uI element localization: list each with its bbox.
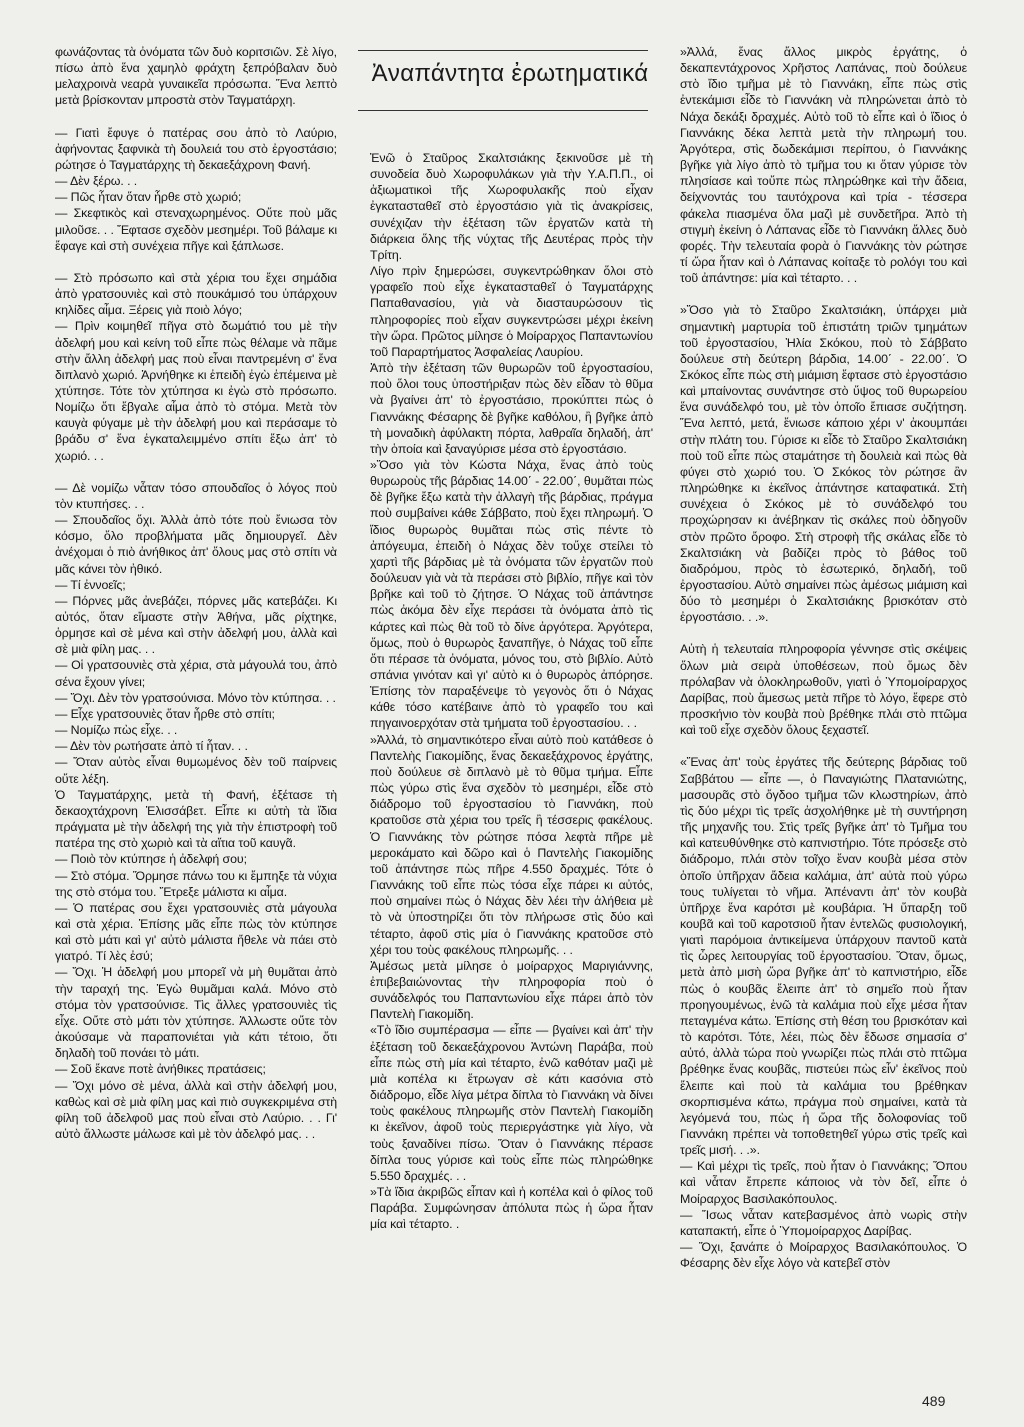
paragraph: — Σοῦ ἔκανε ποτὲ ἀνήθικες πρατάσεις; [55,1062,266,1077]
paragraph: — Πόρνες μᾶς ἀνεβάζει, πόρνες μᾶς κατεβάζει. Κι αὐτός, ὅταν εἴμαστε στὴν Ἀθήνα, μᾶς ρίχτηκε, ὁρμησε καὶ σὲ μένα καὶ στὴν ἀδελφή μου, ἀλλὰ καὶ σὲ μιὰ φίλη μας. . . [55,593,337,657]
paragraph: — Ὄχι, ξανάπε ὁ Μοίραρχος Βασιλακόπουλος. Ὁ Φέσαρης δὲν εἶχε λόγο νὰ κατεβεῖ στὸν [680,1240,967,1271]
paragraph: — Σπουδαῖος ὄχι. Ἀλλὰ ἀπὸ τότε ποὺ ἔνιωσα τὸν κόσμο, ὅλο προβλήματα μᾶς δημιουργεῖ. Δὲν ἀνέχομαι ὁ πιὸ ἀνήθικος ἀπ' ὅλους μας στὸ σπίτι νὰ μᾶς κάνει τὸν ἠθικό. [55,513,337,576]
paragraph: — Καὶ μέχρι τὶς τρεῖς, ποὺ ἦταν ὁ Γιαννάκης; Ὅπου καὶ νἆταν ἔπρεπε κάποιος νὰ τὸν δεῖ, εἶπε ὁ Μοίραρχος Βασιλακόπουλος. [680,1159,967,1206]
paragraph: »Ὅσο γιὰ τὸ Σταῦρο Σκαλτσιάκη, ὑπάρχει μιὰ σημαντικὴ μαρτυρία τοῦ ἐπιστάτη τριῶν τμημάτων τοῦ ἐργοστασίου, Ἠλία Σκόκου, ποὺ τὸ Σάββατο δούλευε στὴ δεύτερη βάρδια, 14.00΄ - 22.00΄. Ὁ Σκόκος εἶπε πὼς στὴ μιάμιση ἔφτασε στὸ ἐργοστάσιο καὶ μπαίνοντας συνάντησε στὸ ὕψος τοῦ θυρωρείου ἕνα συνάδελφό του, μὲ τὸν ὁποῖο ἔπιασε συζήτηση. Ἕνα λεπτό, μετά, ἔνιωσε κάποιο χέρι ν' ἀκουμπάει στὴν πλάτη του. Γύρισε κι εἶδε τὸ Σταῦρο Σκαλτσιάκη ποὺ τοῦ εἶπε πὼς σταμάτησε τὴ δουλειὰ καὶ πὼς θὰ φύγει στὸ χωριό του. Ὁ Σκόκος τὸν ρώτησε ἂν πληρώθηκε κι ἐκεῖνος ἀπάντησε καταφατικά. Στὴ συνέχεια ὁ Σκόκος μὲ τὸ συνάδελφό του προχώρησαν κι ἀνέβηκαν τὶς σκάλες ποὺ ὁδηγοῦν στὸν πρῶτο ὄροφο. Στὴ στροφὴ τῆς σκάλας εἶδε τὸ Σκαλτσιάκη νὰ βαδίζει πρὸς τὸ βάθος τοῦ διαδρόμου, πρὸς τὸ ἐσωτερικό, δηλαδή, τοῦ ἐργοστασίου. Αὐτὸ σημαίνει πὼς ἀμέσως μιάμιση καὶ δύο τὸ μεσημέρι ὁ Σκαλτσιάκης βρισκόταν στὸ ἐργοστάσιο. . .». [680,303,967,625]
column-right [680,44,967,1271]
paragraph: — Πρὶν κοιμηθεῖ πῆγα στὸ δωμάτιό του μὲ τὴν ἀδελφή μου καὶ κείνη τοῦ εἶπε πὼς θέλαμε νὰ πᾶμε στὴν ἄλλη ἀδελφή μας ποὺ εἶναι παντρεμένη σ' ἕνα διπλανὸ χωριό. Ἀρνήθηκε κι ἐπειδὴ ἐγὼ ἐπέμεινα μὲ χτύπησε. Τότε τὸν χτύπησα κι ἐγὼ στὸ πρόσωπο. Νομίζω ὅτι ἔβγαλε αἷμα ἀπὸ τὸ στόμα. Μετὰ τὸν καυγὰ φύγαμε μὲ τὴν ἀδελφή μου καὶ περάσαμε τὸ βράδυ σ' ἕνα ἐγκαταλειμμένο σπίτι ἔξω ἀπ' τὸ χωριό. . . [55,319,337,463]
paragraph: — Σκεφτικὸς καὶ στεναχωρημένος. Οὔτε ποὺ μᾶς μιλοῦσε. . . Ἔφτασε σχεδὸν μεσημέρι. Τοῦ βάλαμε κι ἔφαγε καὶ στὴ συνέχεια πῆγε καὶ ξάπλωσε. [55,206,337,253]
paragraph: Ἀπὸ τὴν ἐξέταση τῶν θυρωρῶν τοῦ ἐργοστασίου, ποὺ ὅλοι τους ὑποστήριξαν πὼς δὲν εἶδαν τὸ θῦμα νὰ βγαίνει ἀπ' τὸ ἐργοστάσιο, προκύπτει πὼς ὁ Γιαννάκης Φέσαρης δὲ βγῆκε καθόλου, ἢ βγῆκε ἀπὸ τὴ μοναδικὴ ἀφύλακτη πόρτα, λαθραῖα δηλαδή, ἀπ' τὴν ὁποία καὶ ξαναγύρισε μέσα στὸ ἐργοστάσιο. [370,361,653,456]
paragraph: φωνάζοντας τὰ ὀνόματα τῶν δυὸ κοριτσιῶν. Σὲ λίγο, πίσω ἀπὸ ἕνα χαμηλὸ φράχτη ξεπρόβαλαν δυὸ μελαχροινὰ νεαρὰ γυναικεῖα πρόσωπα. Ἕνα λεπτὸ μετὰ βρίσκονταν μπροστὰ στὸν Ταγματάρχη. [55,45,337,108]
page-number: 489 [922,1393,946,1409]
paragraph: »Τὰ ἴδια ἀκριβῶς εἶπαν καὶ ἡ κοπέλα καὶ ὁ φίλος τοῦ Παράβα. Συμφώνησαν ἀπόλυτα πὼς ἡ ὥρα ἦταν μία καὶ τέταρτο. . [370,1185,653,1232]
paragraph: Λίγο πρὶν ξημερώσει, συγκεντρώθηκαν ὅλοι στὸ γραφεῖο ποὺ εἶχε ἐγκατασταθεῖ ὁ Ταγματάρχης Παπαθανασίου, γιὰ νὰ διασταυρώσουν τὶς πληροφορίες ποὺ εἶχαν συγκεντρώσει μέχρι ἐκείνη τὴν ὥρα. Πρῶτος μίλησε ὁ Μοίραρχος Παπαντωνίου τοῦ Παραρτήματος Ἀσφαλείας Λαυρίου. [370,264,653,359]
paragraph: »Ἀλλά, τὸ σημαντικότερο εἶναι αὐτὸ ποὺ κατάθεσε ὁ Παντελὴς Γιακομίδης, ἕνας δεκαεξάχρονος ἐργάτης, ποὺ δούλευε σὲ διπλανὸ μὲ τὸ θῦμα τμήμα. Εἶπε πὼς γύρω στὶς ἕνα σχεδὸν τὸ μεσημέρι, εἶδε στὸ διάδρομο τοῦ ἐργοστασίου τὸ Γιαννάκη, ποὺ κρατοῦσε στὰ χέρια του τρεῖς ἢ τέσσερις φακέλους. Ὁ Γιαννάκης τὸν ρώτησε πόσα λεφτὰ πῆρε μὲ μεροκάματο καὶ δῶρο καὶ ὁ Παντελὴς Γιακομίδης τοῦ ἀπάντησε πὼς πῆρε 4.550 δραχμές. Τότε ὁ Γιαννάκης τοῦ εἶπε πὼς τόσα εἶχε πάρει κι αὐτός, ποὺ σημαίνει πὼς ὁ Νάχας δὲν λέει τὴν ἀλήθεια μὲ τὸ νὰ ὑποστηρίζει ὅτι τὸν πλήρωσε στὶς δύο καὶ τέταρτο, ἀφοῦ στὶς μία ὁ Γιαννάκης κρατοῦσε στὸ χέρι του τοὺς φακέλους πληρωμῆς. . . [370,732,653,957]
paragraph: — Δὲ νομίζω νἆταν τόσο σπουδαῖος ὁ λόγος ποὺ τὸν κτυπήσες. . . [55,480,337,511]
heading-rule-bottom [358,110,648,111]
paragraph: — Δὲν ξέρω. . . [55,174,138,189]
paragraph: — Ὄχι. Ἡ ἀδελφή μου μπορεῖ νὰ μὴ θυμᾶται ἀπὸ τὴν ταραχή της. Ἐγὼ θυμᾶμαι καλά. Μόνο στὸ στόμα τὸν γρατσούνισε. Τὶς ἄλλες γρατσουνιὲς τὶς εἶχε. Οὔτε στὸ μάτι τὸν χτύπησε. Ἀλλωστε οὔτε τὸν ἀκούσαμε νὰ παραπονιέται γιὰ κάτι τέτοιο, ὅτι δηλαδὴ τοῦ πονάει τὸ μάτι. [55,965,337,1061]
paragraph: «Τὸ ἴδιο συμπέρασμα — εἶπε — βγαίνει καὶ ἀπ' τὴν ἐξέταση τοῦ δεκαεξάχρονου Ἀντώνη Παράβα, ποὺ εἶπε πὼς στὴ μία καὶ τέταρτο, ἐνῶ καθόταν μαζὶ μὲ μιὰ κοπέλα κι ἔτρωγαν σὲ κάτι κασόνια στὸ διάδρομο, εἶδε λίγα μέτρα δίπλα τὸ Γιαννάκη νὰ δίνει τοὺς φακέλους πληρωμῆς στὸν Παντελὴ Γιακομίδη κι ἐκεῖνον, ἀφοῦ τοὺς περιεργάστηκε γιὰ λίγο, νὰ τοὺς ξαναδίνει πίσω. Ὅταν ὁ Γιαννάκης πέρασε δίπλα τους γύρισε καὶ τοὺς εἶπε πὼς πληρώθηκε 5.550 δραχμές. . . [370,1023,653,1183]
paragraph: — Γιατὶ ἔφυγε ὁ πατέρας σου ἀπὸ τὸ Λαύριο, ἀφήνοντας ξαφνικὰ τὴ δουλειά του στὸ ἐργοστάσιο; ρώτησε ὁ Ταγματάρχης τὴ δεκαεξάχρονη Φανή. [55,125,337,172]
paragraph: »Ἀλλά, ἕνας ἄλλος μικρὸς ἐργάτης, ὁ δεκαπεντάχρονος Χρῆστος Λαπάνας, ποὺ δούλευε στὸ ἴδιο τμῆμα μὲ τὸ Γιαννάκη, εἶπε πὼς στὶς ἐντεκάμισι εἶδε τὸ Γιαννάκη νὰ πληρώνεται ἀπὸ τὸ Νάχα δεκάξι δραχμές. Αὐτὸ τοῦ τὸ εἶπε καὶ ὁ ἴδιος ὁ Γιαννάκης δέκα λεπτὰ μετὰ τὴν πληρωμή του. Ἀργότερα, στὶς δωδεκάμισι περίπου, ὁ Γιαννάκης βγῆκε γιὰ λίγο ἀπὸ τὸ τμῆμα του κι ὅταν γύρισε τὸν πλησίασε καὶ τοὔπε πὼς πληρώθηκε καὶ τὴν ἄδεια, δείχνοντάς του ταυτόχρονα καὶ τρία - τέσσερα φάκελα πιασμένα ὅλα μαζὶ μὲ συνδετῆρα. Ἀπὸ τὴ στιγμὴ ἐκείνη ὁ Λάπανας εἶδε τὸ Γιαννάκη ἄλλες δυὸ φορές. Τὴν τελευταία φορὰ ὁ Γιαννάκης τὸν ρώτησε τί ὥρα ἦταν καὶ ὁ Λάπανας κοίταξε τὸ ρολόγι του καὶ τοῦ ἀπάντησε: μία καὶ τέταρτο. . . [680,45,967,286]
paragraph: Ὁ Ταγματάρχης, μετὰ τὴ Φανή, ἐξέτασε τὴ δεκαοχτάχρονη Ἐλισσάβετ. Εἶπε κι αὐτὴ τὰ ἴδια πράγματα μὲ τὴν ἀδελφή της γιὰ τὴν ἐπιστροφὴ τοῦ πατέρα της στὸ χωριὸ καὶ τὰ αἴτια τοῦ καυγᾶ. [55,787,337,851]
column-middle [370,150,653,1232]
paragraph: — Ὄχι. Δὲν τὸν γρατσούνισα. Μόνο τὸν κτύπησα. . . [55,690,336,705]
paragraph: — Οἱ γρατσουνιὲς στὰ χέρια, στὰ μάγουλά του, ἀπὸ σένα ἔχουν γίνει; [55,658,337,689]
section-heading: Ἀναπάντητα ἐρωτηματικά [371,60,649,87]
paragraph: — Ποιὸ τὸν κτύπησε ἡ ἀδελφή σου; [55,852,247,867]
paragraph: — Δὲν τὸν ρωτήσατε ἀπὸ τί ἦταν. . . [55,739,248,754]
paragraph: — Στὸ πρόσωπο καὶ στὰ χέρια του ἔχει σημάδια ἀπὸ γρατσουνιὲς καὶ στὸ πουκάμισό του ὑπάρχουν κηλίδες αἷμα. Ξέρεις γιὰ ποιὸ λόγο; [55,270,337,318]
paragraph: — Ἴσως νἆταν κατεβασμένος ἀπὸ νωρὶς στὴν καταπακτή, εἶπε ὁ Ὑπομοίραρχος Δαρίβας. [680,1207,967,1238]
paragraph: — Ὄχι μόνο σὲ μένα, ἀλλὰ καὶ στὴν ἀδελφή μου, καθὼς καὶ σὲ μιὰ φίλη μας καὶ πιὸ συγκεκριμένα στὴ φίλη τοῦ ἀδελφοῦ μας ποὺ εἶναι στὸ Λαύριο. . . Γι' αὐτὸ ἄλλωστε μάλωσε καὶ μὲ τὸν ἀδελφό μας. . . [55,1078,337,1141]
column-left [55,44,337,1142]
paragraph: — Πῶς ἦταν ὅταν ἦρθε στὸ χωριό; [55,190,242,205]
paragraph: — Εἶχε γρατσουνιὲς ὅταν ἦρθε στὸ σπίτι; [55,706,275,721]
paragraph: »Ὅσο γιὰ τὸν Κώστα Νάχα, ἕνας ἀπὸ τοὺς θυρωροὺς τῆς βάρδιας 14.00΄ - 22.00΄, θυμᾶται πὼς δὲ βγῆκε ἔξω κατὰ τὴν ἀλλαγὴ τῆς βάρδιας, πράγμα ποὺ συμβαίνει κάθε Σάββατο, ποὺ ἔχει πληρωμή. Ὁ ἴδιος θυρωρὸς θυμᾶται πὼς στὶς πέντε τὸ ἀπόγευμα, ἐπειδὴ ὁ Νάχας δὲν τοὔχε στείλει τὸ χαρτὶ τῆς βάρδιας μὲ τὰ ὀνόματα τῶν ἐργατῶν ποὺ δούλευαν γιὰ νὰ τὰ περάσει στὸ βιβλίο, πῆγε καὶ τὸν βρῆκε καὶ τοῦ τὸ ζήτησε. Ὁ Νάχας τοῦ ἀπάντησε πὼς ἀκόμα δὲν εἶχε περάσει τὰ ὀνόματα ἀπὸ τὶς κάρτες καὶ πὼς θὰ τοῦ τὸ δίνε ἀργότερα. Ἀργότερα, ὅμως, ποὺ ὁ θυρωρὸς ξαναπῆγε, ὁ Νάχας τοῦ εἶπε ὅτι πέρασε τὰ ὀνόματα, μόνος του, στὸ βιβλίο. Αὐτὸ σπάνια γινόταν καὶ γι' αὐτὸ κι ὁ θυρωρὸς ἀπόρησε. Ἐπίσης τὸν παραξένεψε τὸ γεγονὸς ὅτι ὁ Νάχας κάθε τόσο κατέβαινε ἀπὸ τὸ γραφεῖο του καὶ πηγαινοερχόταν στὰ τμήματα τοῦ ἐργοστασίου. . . [370,457,653,731]
paragraph: — Ὁ πατέρας σου ἔχει γρατσουνιὲς στὰ μάγουλα καὶ στὰ χέρια. Ἐπίσης μᾶς εἶπε πὼς τὸν κτύπησε καὶ στὸ μάτι καὶ γι' αὐτὸ μάλιστα ἤθελε νὰ πάει στὸ γιατρό. Τί λὲς ἐσύ; [55,900,337,964]
paragraph: Αὐτὴ ἡ τελευταία πληροφορία γέννησε στὶς σκέψεις ὅλων μιὰ σειρὰ ὑποθέσεων, ποὺ ὅμως δὲν πρόλαβαν νὰ ὁλοκληρωθοῦν, γιατὶ ὁ Ὑπομοίραρχος Δαρίβας, ποὺ ἄμεσως μετὰ πῆρε τὸ λόγο, ἔφερε στὸ προσκήνιο τὸν κουβὰ ποὺ βρέθηκε πλάι στὸ πτῶμα καὶ τοῦ εἶχε σχεδὸν ὅλους ξεχαστεῖ. [680,642,967,738]
heading-rule-top [358,50,648,51]
paragraph: — Νομίζω πὼς εἶχε. . . [55,723,178,738]
paragraph: — Ὅταν αὐτὸς εἶναι θυμωμένος δὲν τοῦ παίρνεις οὔτε λέξη. [55,755,337,786]
paragraph: — Τί ἐννοεῖς; [55,577,126,592]
paragraph: — Στὸ στόμα. Ὅρμησε πάνω του κι ἔμπηξε τὰ νύχια της στὸ στόμα του. Ἔτρεξε μάλιστα κι αἷμα. [55,868,337,899]
paragraph: Ἐνῶ ὁ Σταῦρος Σκαλτσιάκης ξεκινοῦσε μὲ τὴ συνοδεία δυὸ Χωροφυλάκων γιὰ τὴν Υ.Α.Π.Π., οἱ ἀξιωματικοὶ τῆς Χωροφυλακῆς ποὺ εἶχαν ἐγκατασταθεῖ στὸ ἐργοστάσιο γιὰ τὶς ἀνακρίσεις, συνέχιζαν τὴν ἐξέταση τῶν ἐργατῶν κατὰ τὴ διάρκεια ὅλης τῆς νύχτας τῆς Δευτέρας πρὸς τὴν Τρίτη. [370,151,653,262]
paragraph: «Ἕνας ἀπ' τοὺς ἐργάτες τῆς δεύτερης βάρδιας τοῦ Σαββάτου — εἶπε —, ὁ Παναγιώτης Πλατανιώτης, μασουρᾶς στὸ ὄγδοο τμῆμα τῶν κλωστηρίων, ἀπὸ τὶς δύο μέχρι τὶς τρεῖς ἀσχολήθηκε μὲ τὴ συντήρηση τῆς μηχανῆς του. Στὶς τρεῖς βγῆκε ἀπ' τὸ Τμῆμα του καὶ κατευθύνθηκε στὸ καπνιστήριο. Τότε πρόσεξε στὸ διάδρομο, πλάι στὸν τοῖχο ἕναν κουβὰ μέσα στὸν ὁποῖο ὑπῆρχαν ἄδεια καλάμια, ἀπ' αὐτὰ ποὺ γύρω τους τυλίγεται τὸ νῆμα. Ἀπέναντι ἀπ' τὸν κουβὰ ὑπῆρχε ἕνα καρότσι μὲ κουβάρια. Ἡ ὕπαρξη τοῦ κουβᾶ καὶ τοῦ καροτσιοῦ ἦταν ἐντελῶς φυσιολογική, γιατὶ παρόμοια ἀντικείμενα ὑπάρχουν παντοῦ κατὰ τὶς ὧρες λειτουργίας τοῦ ἐργοστασίου. Ὅταν, ὅμως, μετὰ ἀπὸ μισὴ ὥρα βγῆκε ἀπ' τὸ καπνιστήριο, εἶδε πὼς ὁ κουβᾶς ἔλειπε ἀπ' τὸ σημεῖο ποὺ ἦταν προηγουμένως, ἐνῶ τὰ καλάμια ποὺ εἶχε μέσα ἦταν πεταγμένα κάτω. Ἐπίσης στὴ θέση του βρισκόταν καὶ τὸ καρότσι. Τότε, λέει, πὼς δὲν ἔδωσε σημασία σ' αὐτό, ἀλλὰ τώρα ποὺ γνωρίζει πὼς πλάι στὸ πτῶμα βρέθηκε ἕνας κουβᾶς, πιστεύει πὼς εἶν' ἐκεῖνος ποὺ ἔλειπε καὶ ποὺ τὰ καλάμια του βρέθηκαν σκορπισμένα κάτω, πράγμα ποὺ σημαίνει, κατὰ τὰ λεγόμενά του, πὼς ἡ ὥρα τῆς δολοφονίας τοῦ Γιαννάκη πρέπει νὰ τοποθετηθεῖ γύρω στὶς τρεῖς καὶ τρεῖς μισή. . .». [680,755,967,1158]
paragraph: Ἀμέσως μετὰ μίλησε ὁ μοίραρχος Μαριγιάννης, ἐπιβεβαιώνοντας τὴν πληροφορία ποὺ ὁ συνάδελφός του Παπαντωνίου εἶχε πάρει ἀπὸ τὸν Παντελὴ Γιακομίδη. [370,958,653,1022]
